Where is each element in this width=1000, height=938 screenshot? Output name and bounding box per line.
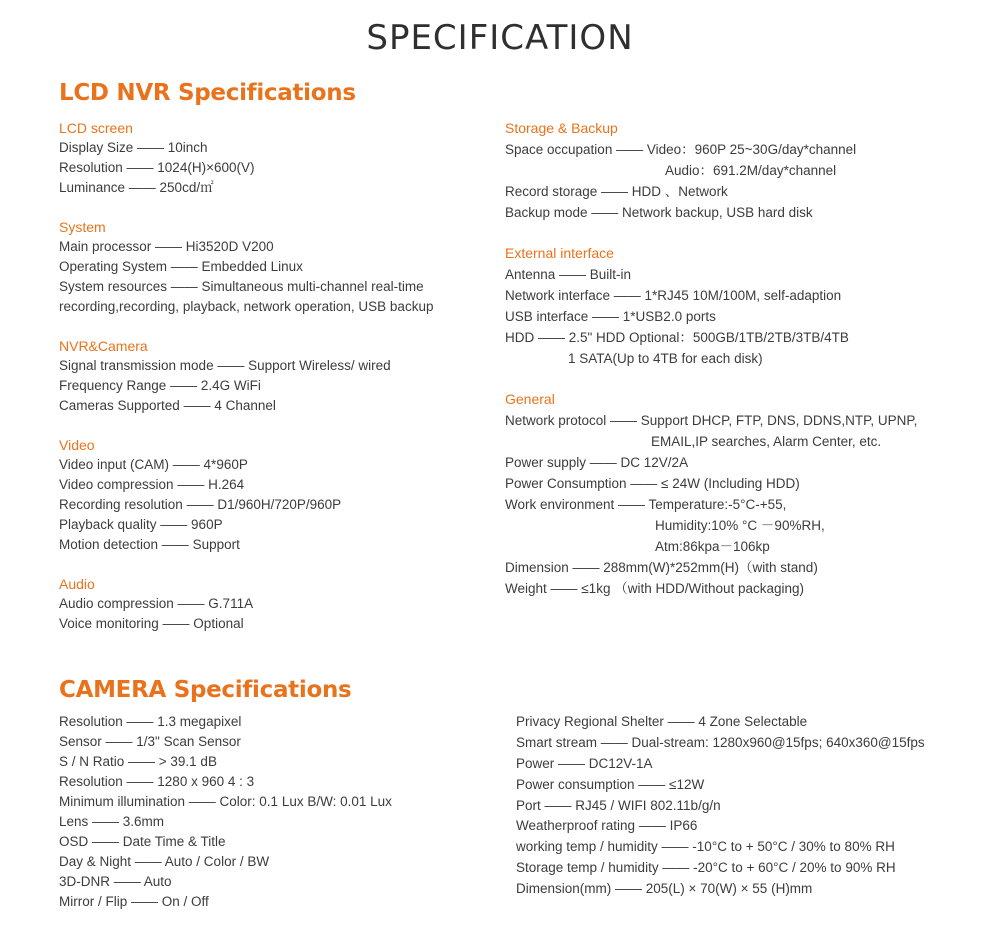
spec-line: 1 SATA(Up to 4TB for each disk) bbox=[568, 351, 763, 366]
spec-line: Weight —— ≤1kg （with HDD/Without packaging) bbox=[505, 581, 805, 596]
spec-line: Voice monitoring —— Optional bbox=[59, 616, 244, 631]
spec-line: Backup mode —— Network backup, USB hard disk bbox=[505, 205, 813, 220]
spec-line: Audio compression —— G.711A bbox=[59, 596, 254, 611]
spec-line: Motion detection —— Support bbox=[59, 537, 240, 552]
spec-line: Power supply —— DC 12V/2A bbox=[505, 455, 689, 470]
spec-line: 3D-DNR —— Auto bbox=[59, 874, 172, 889]
general-group bbox=[505, 389, 985, 599]
spec-line: OSD —— Date Time & Title bbox=[59, 834, 226, 849]
spec-line: Resolution —— 1.3 megapixel bbox=[59, 714, 242, 729]
group-heading: General bbox=[505, 391, 555, 407]
spec-line: Resolution —— 1280 x 960 4 : 3 bbox=[59, 774, 255, 789]
spec-line: Video input (CAM) —— 4*960P bbox=[59, 457, 248, 472]
spec-line: USB interface —— 1*USB2.0 ports bbox=[505, 309, 716, 324]
spec-line: Power Consumption —— ≤ 24W (Including HDD) bbox=[505, 476, 800, 491]
audio-group bbox=[59, 574, 499, 634]
spec-line: Day & Night —— Auto / Color / BW bbox=[59, 854, 270, 869]
group-heading: Video bbox=[59, 437, 95, 453]
nvr-camera-group bbox=[59, 336, 499, 416]
spec-line: recording,recording, playback, network operation, USB backup bbox=[59, 299, 434, 314]
spec-line: Privacy Regional Shelter —— 4 Zone Selectable bbox=[516, 714, 808, 729]
spec-line: Main processor —— Hi3520D V200 bbox=[59, 239, 274, 254]
video-group bbox=[59, 435, 499, 555]
group-heading: Audio bbox=[59, 576, 95, 592]
spec-line: Storage temp / humidity —— -20°C to + 60°C / 20% to 90% RH bbox=[516, 860, 896, 876]
spec-line: System resources —— Simultaneous multi-channel real-time bbox=[59, 279, 424, 294]
spec-line: Dimension —— 288mm(W)*252mm(H)（with stand) bbox=[505, 560, 818, 575]
spec-line: Network interface —— 1*RJ45 10M/100M, self-adaption bbox=[505, 288, 842, 303]
spec-line: working temp / humidity —— -10°C to + 50°C / 30% to 80% RH bbox=[516, 839, 895, 855]
spec-line: Power consumption —— ≤12W bbox=[516, 776, 705, 792]
camera-section-title: CAMERA Specifications bbox=[59, 677, 352, 703]
spec-line: Power —— DC12V-1A bbox=[516, 755, 653, 771]
group-heading: LCD screen bbox=[59, 120, 133, 136]
nvr-left-column bbox=[59, 118, 499, 653]
spec-line: Record storage —— HDD 、Network bbox=[505, 184, 728, 199]
group-heading: External interface bbox=[505, 245, 614, 261]
spec-line: Display Size —— 10inch bbox=[59, 140, 208, 155]
system-group bbox=[59, 217, 499, 317]
spec-line: Smart stream —— Dual-stream: 1280x960@15fps; 640x360@15fps bbox=[516, 734, 925, 750]
camera-right-column bbox=[516, 712, 986, 900]
lcd-screen-group bbox=[59, 118, 499, 198]
spec-line: Video compression —— H.264 bbox=[59, 477, 245, 492]
spec-line: Antenna —— Built-in bbox=[505, 267, 632, 282]
storage-backup-group bbox=[505, 118, 985, 223]
nvr-right-column bbox=[505, 118, 985, 619]
spec-line: Atm:86kpa－106kp bbox=[655, 539, 770, 554]
spec-line: Playback quality —— 960P bbox=[59, 517, 223, 532]
spec-line: Sensor —— 1/3" Scan Sensor bbox=[59, 734, 241, 749]
spec-line: EMAIL,IP searches, Alarm Center, etc. bbox=[651, 434, 882, 449]
group-heading: NVR&Camera bbox=[59, 338, 148, 354]
spec-line: Port —— RJ45 / WIFI 802.11b/g/n bbox=[516, 797, 721, 813]
spec-line: Work environment —— Temperature:-5°C-+55, bbox=[505, 497, 787, 512]
spec-line: Signal transmission mode —— Support Wireless/ wired bbox=[59, 358, 391, 373]
external-interface-group bbox=[505, 243, 985, 369]
spec-line: Space occupation —— Video：960P 25~30G/day*channel bbox=[505, 142, 857, 157]
spec-line: Weatherproof rating —— IP66 bbox=[516, 818, 698, 834]
spec-line: Cameras Supported —— 4 Channel bbox=[59, 398, 276, 413]
spec-line: Humidity:10% °C －90%RH, bbox=[655, 518, 825, 533]
spec-line: Mirror / Flip —— On / Off bbox=[59, 894, 209, 909]
spec-line: Minimum illumination —— Color: 0.1 Lux B/W: 0.01 Lux bbox=[59, 794, 392, 809]
spec-line: Luminance —— 250cd/㎡ bbox=[59, 180, 214, 195]
page-title: SPECIFICATION bbox=[366, 18, 634, 58]
spec-line: Lens —— 3.6mm bbox=[59, 814, 165, 829]
spec-line: Recording resolution —— D1/960H/720P/960P bbox=[59, 497, 342, 512]
spec-line: Dimension(mm) —— 205(L) × 70(W) × 55 (H)mm bbox=[516, 881, 813, 897]
nvr-section-title: LCD NVR Specifications bbox=[59, 80, 356, 106]
spec-line: Frequency Range —— 2.4G WiFi bbox=[59, 378, 261, 393]
spec-line: Audio：691.2M/day*channel bbox=[665, 163, 837, 178]
camera-left-column bbox=[59, 712, 499, 912]
spec-line: Network protocol —— Support DHCP, FTP, DNS, DDNS,NTP, UPNP, bbox=[505, 413, 918, 428]
group-heading: System bbox=[59, 219, 106, 235]
spec-line: Resolution —— 1024(H)×600(V) bbox=[59, 160, 255, 175]
spec-line: Operating System —— Embedded Linux bbox=[59, 259, 303, 274]
spec-line: HDD —— 2.5" HDD Optional：500GB/1TB/2TB/3TB/4TB bbox=[505, 330, 849, 345]
group-heading: Storage & Backup bbox=[505, 120, 618, 136]
spec-line: S / N Ratio —— > 39.1 dB bbox=[59, 754, 217, 769]
